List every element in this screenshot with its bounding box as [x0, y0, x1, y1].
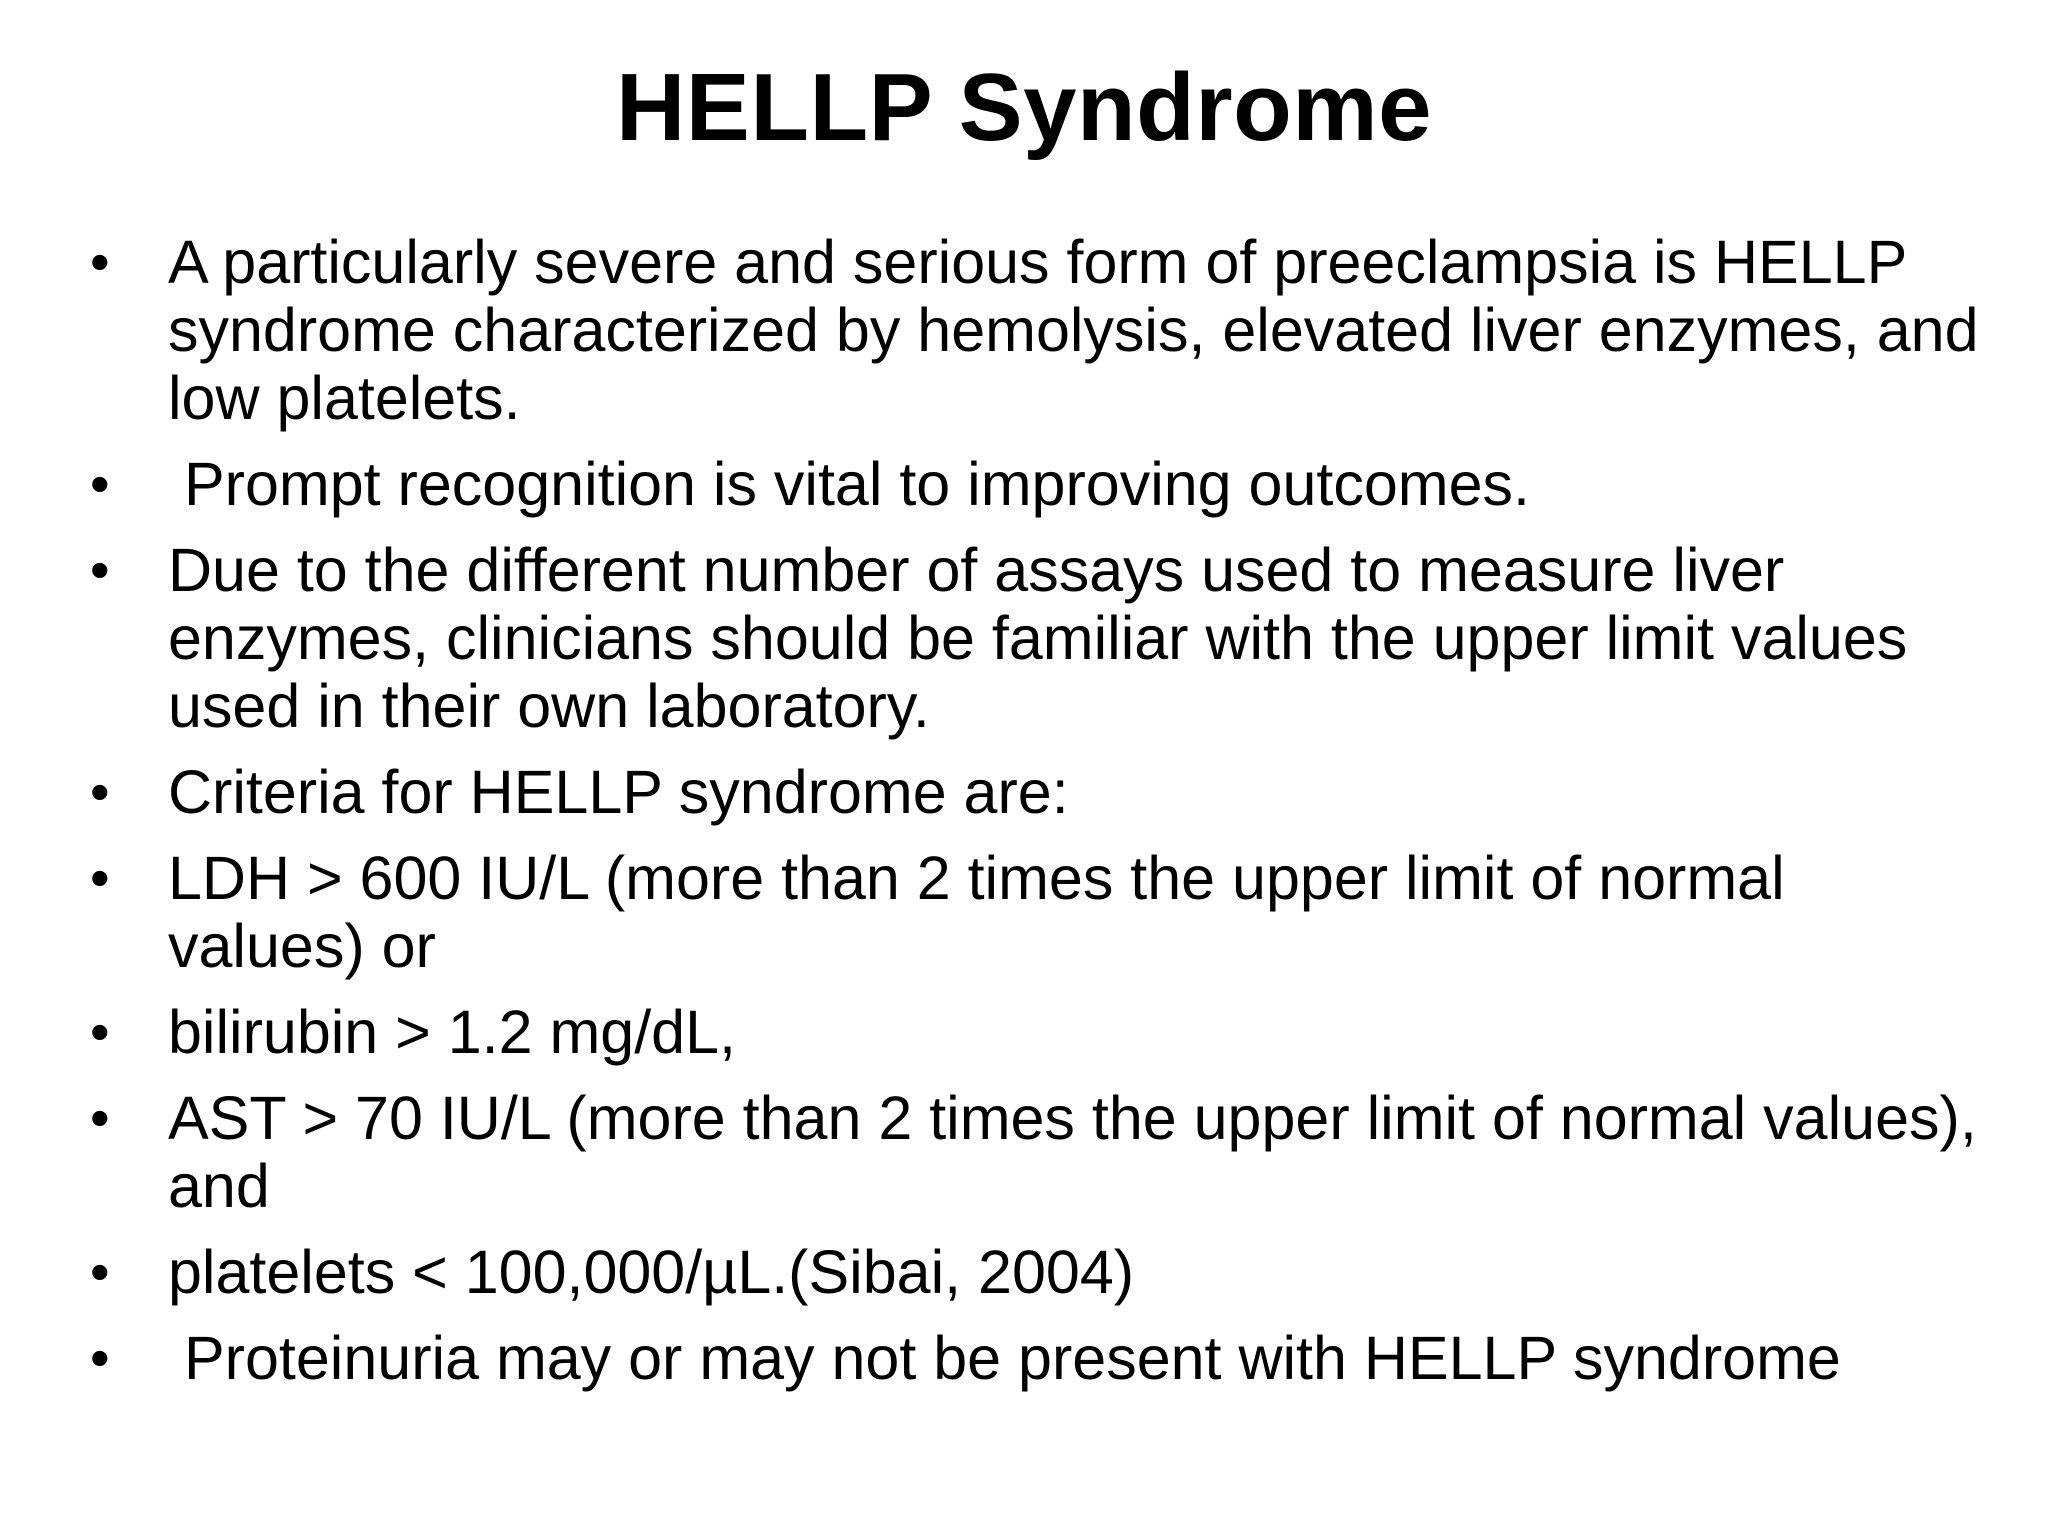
bullet-item [90, 1084, 1990, 1220]
bullet-list [90, 228, 1990, 1410]
bullet-text: Prompt recognition is vital to improving outcomes. [184, 450, 1530, 518]
bullet-item [90, 450, 1990, 518]
bullet-text: platelets < 100,000/µL.(Sibai, 2004) [168, 1238, 1135, 1306]
bullet-text: Proteinuria may or may not be present with HELLP syndrome [184, 1324, 1841, 1392]
bullet-dot-icon: • [90, 1086, 110, 1149]
bullet-text: A particularly severe and serious form of preeclampsia is HELLP syndrome characterized by hemolysis, elevated liver enzymes, and low platelets. [168, 228, 1979, 432]
bullet-dot-icon: • [90, 1326, 110, 1389]
bullet-item [90, 536, 1990, 740]
bullet-dot-icon: • [90, 452, 110, 515]
bullet-text: Criteria for HELLP syndrome are: [168, 758, 1069, 826]
bullet-dot-icon: • [90, 760, 110, 823]
bullet-dot-icon: • [90, 1240, 110, 1303]
bullet-item [90, 1238, 1990, 1306]
bullet-dot-icon: • [90, 538, 110, 601]
bullet-item [90, 1324, 1990, 1392]
bullet-item [90, 758, 1990, 826]
bullet-dot-icon: • [90, 1000, 110, 1063]
bullet-dot-icon: • [90, 846, 110, 909]
bullet-item [90, 844, 1990, 980]
bullet-item [90, 228, 1990, 432]
bullet-text: Due to the different number of assays used to measure liver enzymes, clinicians should be familiar with the upper limit values used in their own laboratory. [168, 536, 1908, 740]
bullet-text: bilirubin > 1.2 mg/dL, [168, 998, 736, 1066]
slide-title: HELLP Syndrome [615, 54, 1433, 161]
bullet-dot-icon: • [90, 230, 110, 293]
bullet-item [90, 998, 1990, 1066]
bullet-text: AST > 70 IU/L (more than 2 times the upper limit of normal values), and [168, 1084, 1977, 1220]
bullet-text: LDH > 600 IU/L (more than 2 times the upper limit of normal values) or [168, 844, 1785, 980]
